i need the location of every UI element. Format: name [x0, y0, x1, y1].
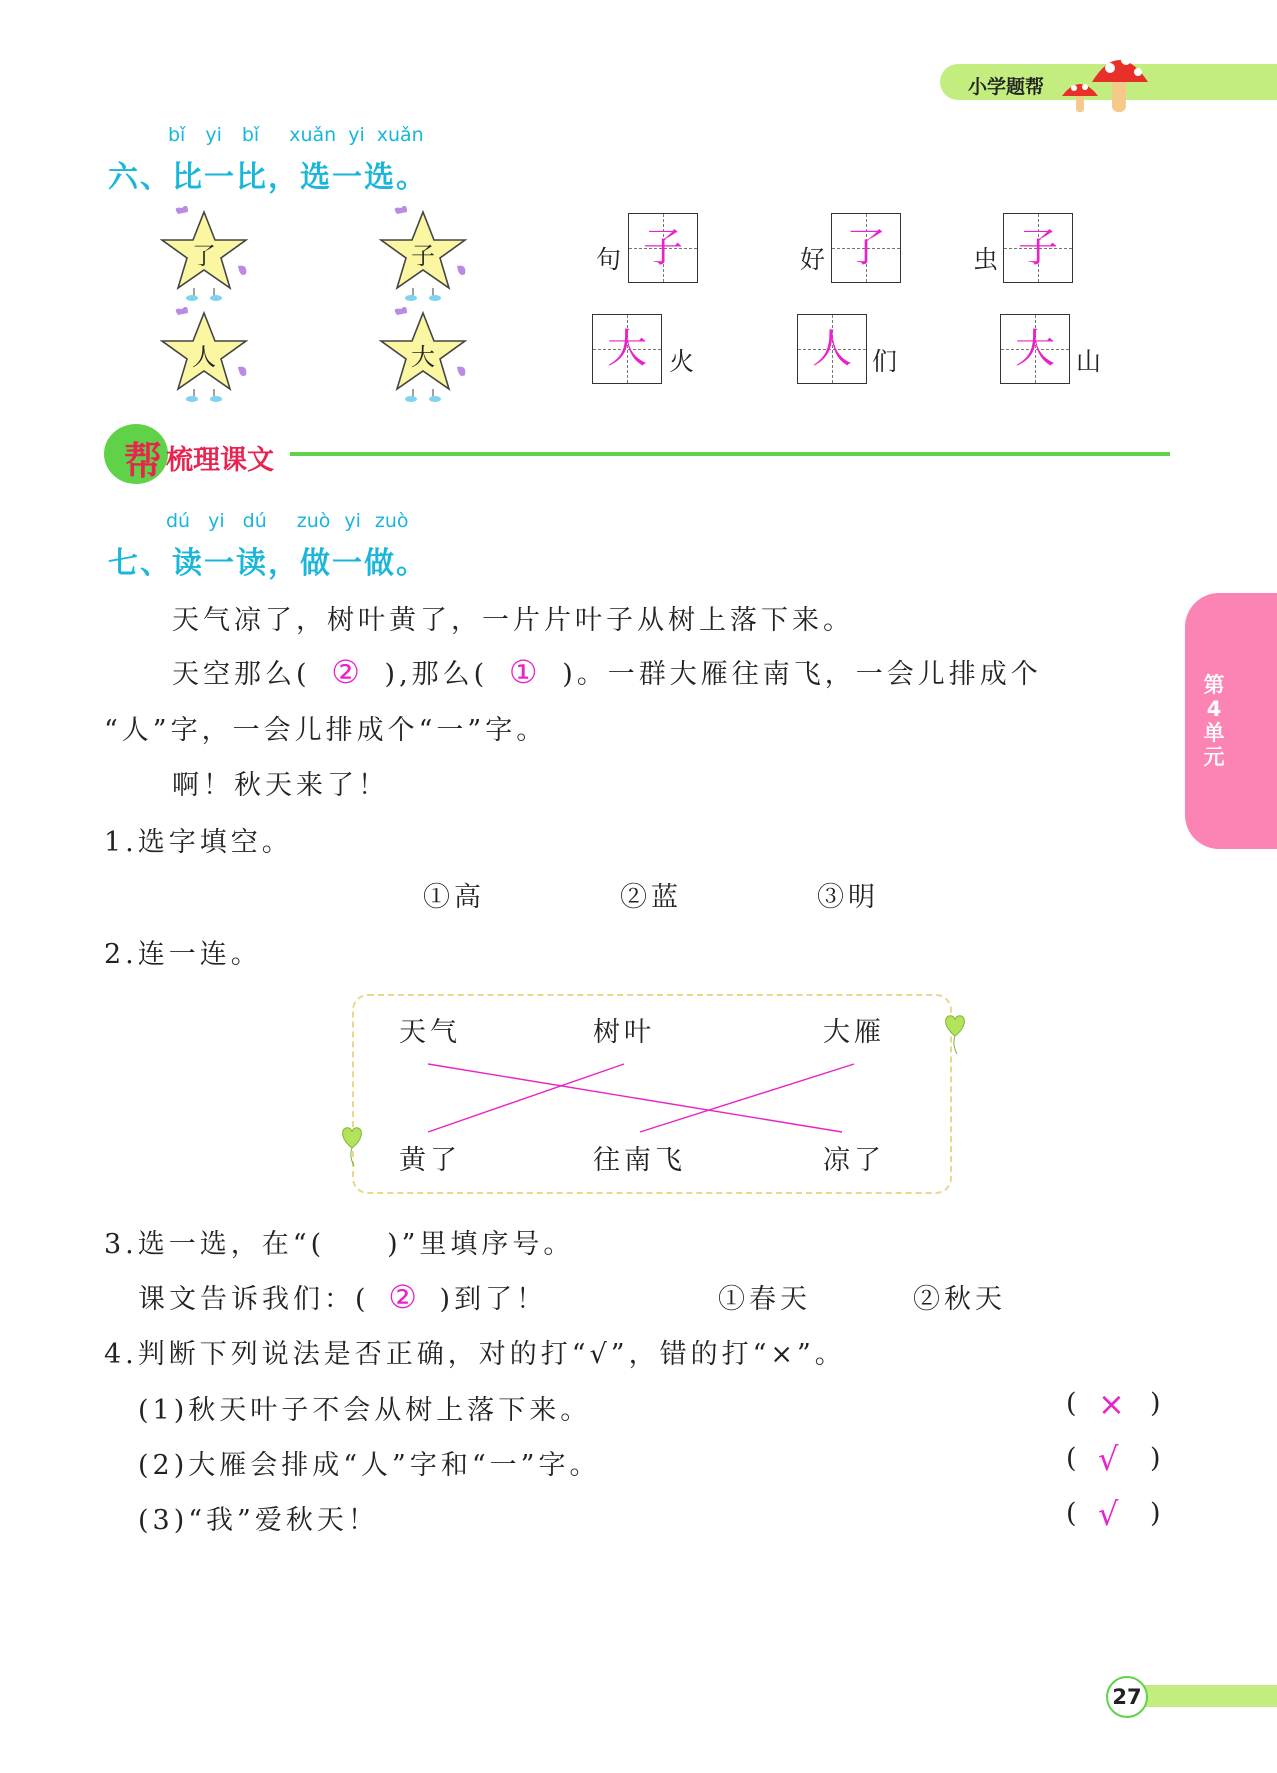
side-char: 山	[1076, 347, 1102, 376]
star-char: 人	[192, 343, 216, 371]
match-top-item[interactable]: 树叶	[593, 1017, 655, 1048]
box-answer: 子	[1018, 225, 1058, 271]
pinyin-row	[166, 510, 409, 532]
q1-label: 1.选字填空。	[104, 827, 293, 858]
banner-line	[290, 452, 1170, 456]
pinyin: yi	[205, 124, 222, 146]
q4-item: (1)秋天叶子不会从树上落下来。	[138, 1395, 592, 1426]
q3-option: ①春天	[718, 1284, 811, 1315]
match-top-item[interactable]: 天气	[399, 1017, 461, 1048]
pinyin: zuò	[374, 510, 409, 532]
paren-close: )	[1150, 1388, 1165, 1419]
tianzige-box[interactable]	[831, 213, 901, 283]
pinyin: zuò	[296, 510, 331, 532]
q2-label: 2.连一连。	[104, 939, 262, 970]
match-line	[428, 1064, 842, 1132]
banner-title: 梳理课文	[166, 445, 274, 476]
section6-title: 六、比一比，选一选。	[108, 160, 428, 195]
tianzige-box[interactable]	[1003, 213, 1073, 283]
q3-label: 3.选一选，在“( )”里填序号。	[104, 1229, 575, 1260]
section7-title: 七、读一读，做一做。	[108, 546, 428, 581]
tianzige-box[interactable]	[1000, 314, 1070, 384]
q4-item: (3)“我”爱秋天！	[138, 1505, 379, 1536]
box-answer: 子	[643, 225, 683, 271]
star-char: 了	[192, 242, 216, 270]
side-char: 好	[800, 245, 826, 274]
q3-line	[138, 1277, 547, 1316]
star-char: 大	[411, 343, 435, 371]
unit-tab-char: 单	[1203, 721, 1225, 745]
passage-text: )。一群大雁往南飞，一会儿排成个	[562, 659, 1042, 690]
q4-item: (2)大雁会排成“人”字和“一”字。	[138, 1450, 601, 1481]
box-answer: 人	[812, 326, 852, 372]
passage-text: ),那么(	[384, 659, 489, 690]
judgement-answer[interactable]: ×	[1098, 1385, 1125, 1423]
pinyin: xuǎn	[376, 124, 424, 146]
pinyin-row	[168, 124, 424, 146]
match-bottom-item[interactable]: 黄了	[399, 1145, 461, 1176]
star-card	[373, 307, 483, 403]
star-card	[373, 206, 483, 302]
side-char: 句	[596, 245, 622, 274]
brand-label: 小学题帮	[968, 76, 1045, 98]
pinyin: bǐ	[241, 124, 260, 146]
tianzige-box[interactable]	[797, 314, 867, 384]
box-answer: 大	[607, 326, 647, 372]
side-char: 们	[872, 347, 898, 376]
star-card	[154, 206, 264, 302]
passage-p3: 啊！秋天来了！	[172, 770, 389, 801]
q1-option: ②蓝	[620, 882, 682, 913]
pinyin: dú	[242, 510, 267, 532]
mushroom-icon	[1060, 44, 1160, 118]
pinyin: dú	[166, 510, 191, 532]
unit-tab-char: 元	[1203, 745, 1225, 769]
judgement-answer[interactable]: √	[1098, 1495, 1119, 1533]
pinyin: yi	[348, 124, 365, 146]
tianzige-box[interactable]	[628, 213, 698, 283]
match-top-item[interactable]: 大雁	[823, 1017, 885, 1048]
page-number-text: 27	[1112, 1685, 1142, 1709]
q3-option: ②秋天	[913, 1284, 1006, 1315]
side-char: 虫	[973, 245, 999, 274]
match-bottom-item[interactable]: 凉了	[823, 1145, 885, 1176]
pinyin: yi	[344, 510, 361, 532]
passage-p2-line2: “人”字，一会儿排成个“一”字。	[104, 715, 548, 746]
box-answer: 了	[846, 225, 886, 271]
tianzige-box[interactable]	[592, 314, 662, 384]
unit-tab-char: 第	[1203, 673, 1225, 697]
passage-p1: 天气凉了，树叶黄了，一片片叶子从树上落下来。	[172, 605, 854, 636]
paren-open: (	[1066, 1388, 1081, 1419]
paren-open: (	[1066, 1498, 1081, 1529]
pinyin: yi	[208, 510, 225, 532]
q1-option: ①高	[423, 882, 485, 913]
q3-text: )到了！	[439, 1284, 548, 1315]
answer-blank[interactable]: ②	[331, 653, 364, 691]
passage-text: 天空那么(	[172, 659, 311, 690]
passage-p2	[172, 652, 1042, 691]
judgement-answer[interactable]: √	[1098, 1440, 1119, 1478]
side-char: 火	[669, 347, 695, 376]
box-answer: 大	[1015, 326, 1055, 372]
pinyin: xuǎn	[289, 124, 337, 146]
answer-blank[interactable]: ②	[388, 1278, 421, 1316]
page-number	[1106, 1676, 1148, 1718]
star-char: 子	[411, 242, 435, 270]
match-line	[428, 1064, 624, 1132]
paren-close: )	[1150, 1443, 1165, 1474]
match-line	[640, 1064, 854, 1132]
banner-big-char: 帮	[124, 439, 163, 483]
paren-close: )	[1150, 1498, 1165, 1529]
pinyin: bǐ	[168, 124, 186, 146]
q4-label: 4.判断下列说法是否正确，对的打“√”，错的打“×”。	[104, 1339, 846, 1370]
star-card	[154, 307, 264, 403]
answer-blank[interactable]: ①	[508, 653, 542, 691]
q1-option: ③明	[817, 882, 879, 913]
match-bottom-item[interactable]: 往南飞	[593, 1145, 686, 1176]
unit-tab	[1185, 593, 1277, 849]
paren-open: (	[1066, 1443, 1081, 1474]
unit-tab-char: 4	[1206, 697, 1222, 721]
q3-text: 课文告诉我们：(	[138, 1284, 370, 1315]
